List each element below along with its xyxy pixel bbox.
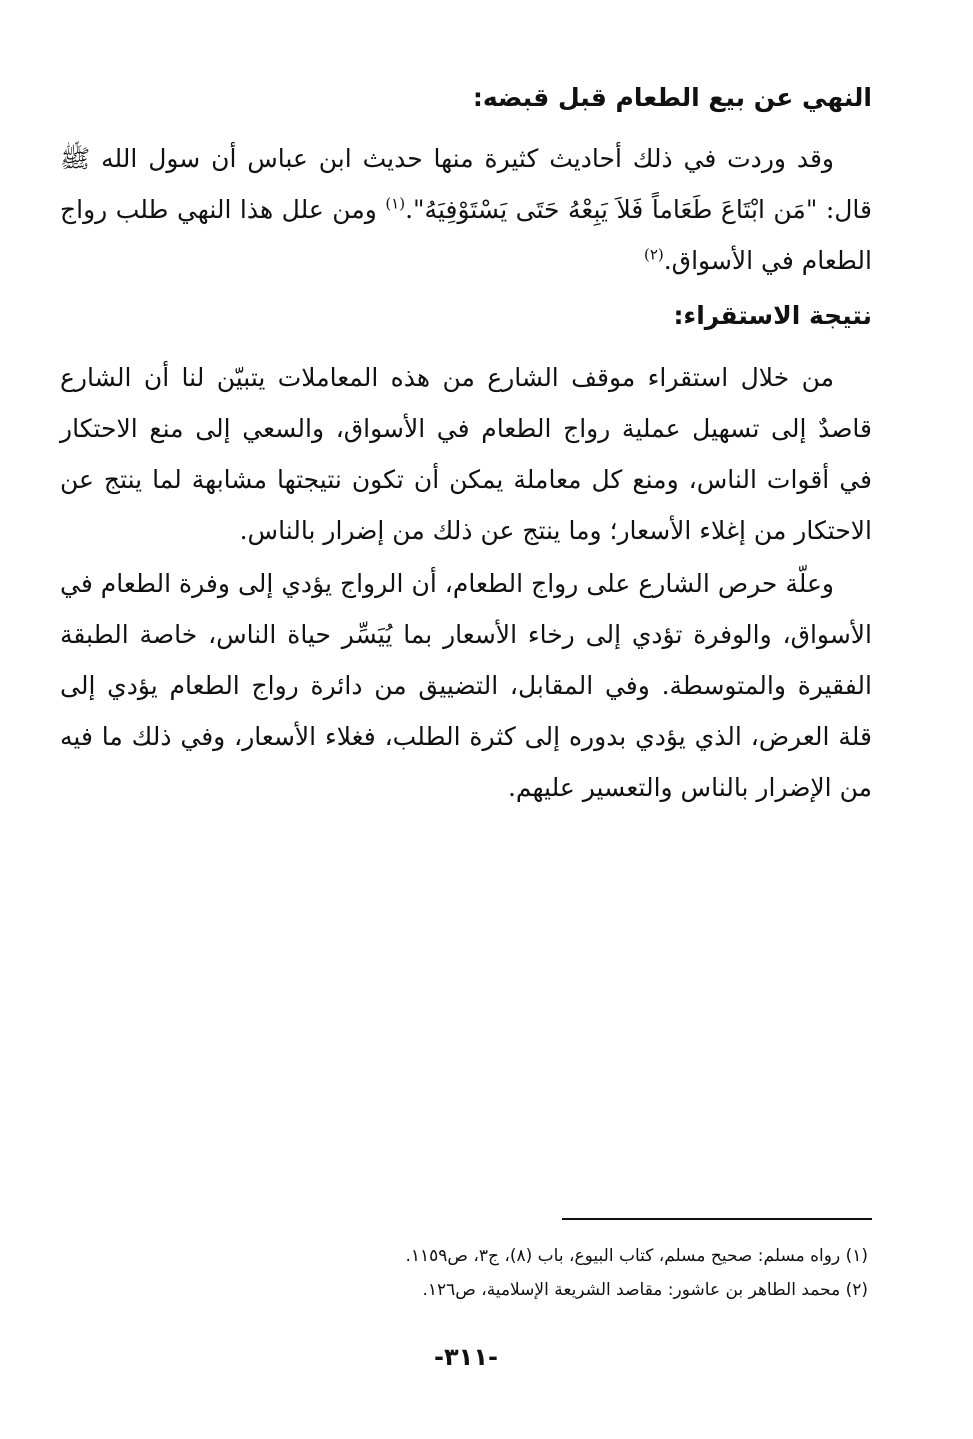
section-heading-prohibition: النهي عن بيع الطعام قبل قبضه: (472, 83, 872, 112)
hadith-text-continued: ومن علل هذا النهي طلب رواج الطعام في الأسواق. (60, 195, 872, 275)
page-number: -٣١١- (434, 1343, 498, 1371)
paragraph-text: من خلال استقراء موقف الشارع من هذه المعاملات يتبيّن لنا أن الشارع قاصدٌ إلى تسهيل عملية رواج الطعام في الأسواق، والسعي إلى منع الاحتكار في أقوات الناس، ومنع كل معاملة يمكن أن تكون نتيجتها مشابهة لما ينتج عن الاحتكار من إغلاء الأسعار؛ وما ينتج عن ذلك من إضرار بالناس. (60, 363, 872, 545)
section-heading-induction-result: نتيجة الاستقراء: (673, 301, 872, 330)
book-page (60, 0, 872, 1439)
paragraph-induction-2 (60, 558, 872, 813)
paragraph-induction-1 (60, 352, 872, 556)
paragraph-text: وعلّة حرص الشارع على رواج الطعام، أن الرواج يؤدي إلى وفرة الطعام في الأسواق، والوفرة تؤدي إلى رخاء الأسعار بما يُيَسِّر حياة الناس، خاصة الطبقة الفقيرة والمتوسطة. وفي المقابل، التضييق من دائرة رواج الطعام يؤدي إلى قلة العرض، الذي يؤدي بدوره إلى كثرة الطلب، فغلاء الأسعار، وفي ذلك ما فيه من الإضرار بالناس والتعسير عليهم. (60, 569, 872, 802)
footnote-marker-2: (٢) (643, 245, 664, 264)
hadith-text: وقد وردت في ذلك أحاديث كثيرة منها حديث ابن عباس أن سول الله ﷺ قال: "مَن ابْتَاعَ طَعَاماً فَلاَ يَبِعْهُ حَتَى يَسْتَوْفِيَهُ". (60, 144, 872, 224)
footnote-1: (١) رواه مسلم: صحيح مسلم، كتاب البيوع، باب (٨)، ج٣، ص١١٥٩. (405, 1246, 868, 1266)
footnote-separator (562, 1218, 872, 1220)
footnote-2: (٢) محمد الطاهر بن عاشور: مقاصد الشريعة الإسلامية، ص١٢٦. (422, 1280, 868, 1300)
footnote-marker-1: (١) (385, 194, 406, 213)
paragraph-hadith (60, 133, 872, 286)
